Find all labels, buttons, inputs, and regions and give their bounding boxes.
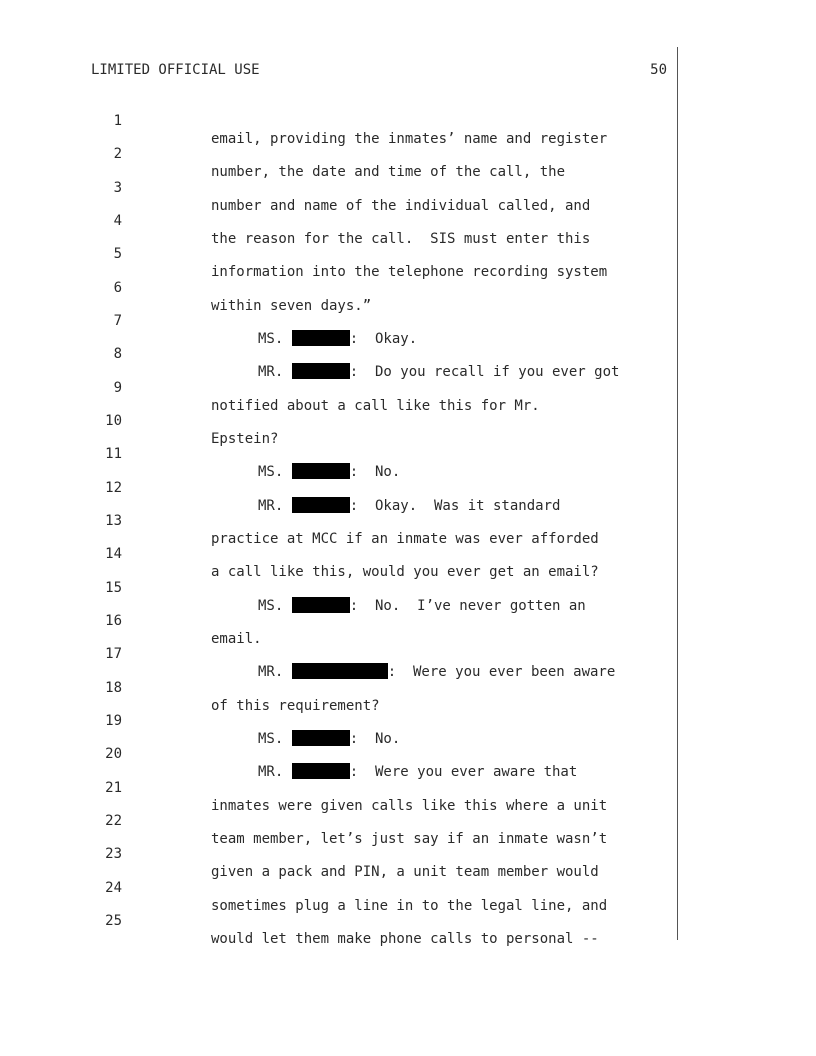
line-number: 7 xyxy=(113,313,122,329)
line-text xyxy=(258,763,577,781)
line-text xyxy=(211,397,540,415)
line-number: 13 xyxy=(105,513,122,529)
redaction-block xyxy=(292,463,350,479)
line-text-content: given a pack and PIN, a unit team member would xyxy=(211,864,599,880)
speaker-label: MR. xyxy=(258,364,292,380)
line-text xyxy=(211,797,607,815)
line-number: 16 xyxy=(105,613,122,629)
line-text-content: Epstein? xyxy=(211,431,279,447)
redaction-block xyxy=(292,330,350,346)
line-number: 4 xyxy=(113,213,122,229)
line-number: 10 xyxy=(105,413,122,429)
line-number: 18 xyxy=(105,680,122,696)
speaker-label: MS. xyxy=(258,731,292,747)
line-number: 12 xyxy=(105,480,122,496)
line-text xyxy=(211,530,599,548)
redaction-block xyxy=(292,497,350,513)
line-text-content: practice at MCC if an inmate was ever afforded xyxy=(211,531,599,547)
line-text xyxy=(211,430,278,448)
line-text xyxy=(258,597,586,615)
page-header xyxy=(91,61,667,79)
right-margin-rule xyxy=(677,47,678,940)
line-number: 14 xyxy=(105,546,122,562)
line-number: 22 xyxy=(105,813,122,829)
redaction-block xyxy=(292,730,350,746)
speaker-label: MS. xyxy=(258,331,292,347)
transcript-line xyxy=(0,394,279,447)
line-text-content: : Okay. Was it standard xyxy=(349,498,561,514)
line-text xyxy=(211,563,599,581)
line-text-content: information into the telephone recording system xyxy=(211,264,608,280)
line-text-content: would let them make phone calls to personal -- xyxy=(211,931,599,947)
line-text-content: a call like this, would you ever get an email? xyxy=(211,564,599,580)
line-number: 24 xyxy=(105,880,122,896)
line-text xyxy=(211,230,590,248)
line-text-content: of this requirement? xyxy=(211,698,380,714)
redaction-block xyxy=(292,763,350,779)
line-text xyxy=(211,930,599,948)
transcript-line xyxy=(0,94,608,147)
line-text xyxy=(211,697,380,715)
line-text-content: : No. xyxy=(349,464,401,480)
line-text-content: email. xyxy=(211,631,262,647)
line-text-content: : No. I’ve never gotten an xyxy=(349,598,586,614)
line-number: 6 xyxy=(113,280,122,296)
line-text xyxy=(258,663,615,681)
line-text xyxy=(258,730,400,748)
line-number: 19 xyxy=(105,713,122,729)
line-text xyxy=(211,163,565,181)
line-text xyxy=(211,297,371,315)
transcript-line xyxy=(0,261,372,314)
line-number: 9 xyxy=(113,380,122,396)
line-text-content: : Okay. xyxy=(349,331,418,347)
line-text-content: number, the date and time of the call, the xyxy=(211,164,566,180)
line-text-content: : Were you ever been aware xyxy=(387,664,616,680)
line-text-content: number and name of the individual called, and xyxy=(211,198,591,214)
transcript-line xyxy=(0,594,262,647)
line-text xyxy=(211,197,590,215)
speaker-label: MS. xyxy=(258,598,292,614)
line-number: 23 xyxy=(105,846,122,862)
line-text-content: team member, let’s just say if an inmate wasn’t xyxy=(211,831,608,847)
line-text xyxy=(211,263,607,281)
line-number: 15 xyxy=(105,580,122,596)
speaker-label: MR. xyxy=(258,664,292,680)
line-text-content: the reason for the call. SIS must enter this xyxy=(211,231,591,247)
redaction-block xyxy=(292,363,350,379)
line-number: 11 xyxy=(105,446,122,462)
line-text-content: inmates were given calls like this where a unit xyxy=(211,798,608,814)
line-text xyxy=(211,863,599,881)
redaction-block xyxy=(292,663,388,679)
line-number: 25 xyxy=(105,913,122,929)
speaker-label: MS. xyxy=(258,464,292,480)
line-text xyxy=(211,630,262,648)
line-text xyxy=(258,463,400,481)
line-text xyxy=(258,330,417,348)
line-text xyxy=(211,897,607,915)
line-number: 17 xyxy=(105,646,122,662)
line-number: 3 xyxy=(113,180,122,196)
line-text-content: : No. xyxy=(349,731,401,747)
line-number: 2 xyxy=(113,146,122,162)
page-number: 50 xyxy=(650,62,667,78)
line-text-content: notified about a call like this for Mr. xyxy=(211,398,540,414)
line-text xyxy=(258,497,560,515)
line-number: 21 xyxy=(105,780,122,796)
speaker-label: MR. xyxy=(258,498,292,514)
redaction-block xyxy=(292,597,350,613)
line-text-content: : Do you recall if you ever got xyxy=(349,364,620,380)
line-number: 5 xyxy=(113,246,122,262)
line-text xyxy=(258,363,619,381)
speaker-label: MR. xyxy=(258,764,292,780)
line-number: 8 xyxy=(113,346,122,362)
line-number: 1 xyxy=(113,113,122,129)
line-text xyxy=(211,830,607,848)
line-number: 20 xyxy=(105,746,122,762)
line-text-content: sometimes plug a line in to the legal line, and xyxy=(211,898,608,914)
classification-label: LIMITED OFFICIAL USE xyxy=(91,62,260,78)
line-text xyxy=(211,130,607,148)
line-text-content: : Were you ever aware that xyxy=(349,764,578,780)
line-text-content: within seven days.” xyxy=(211,298,372,314)
line-text-content: email, providing the inmates’ name and register xyxy=(211,131,608,147)
